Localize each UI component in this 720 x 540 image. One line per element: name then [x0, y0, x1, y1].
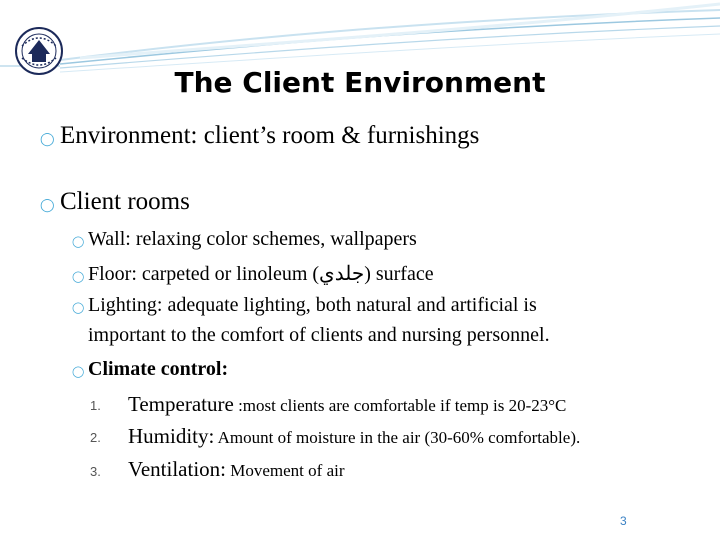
ring-bullet-icon: ◯ — [40, 132, 55, 147]
list-number-3: 3. — [90, 464, 101, 479]
ring-bullet-icon: ◯ — [72, 235, 85, 248]
list-number-1: 1. — [90, 398, 101, 413]
ring-bullet-icon: ◯ — [40, 198, 55, 213]
climate-item-humidity — [128, 424, 580, 449]
list-number-2: 2. — [90, 430, 101, 445]
climate-item-desc: Amount of moisture in the air (30-60% comfortable). — [214, 428, 581, 447]
slide-title — [0, 66, 720, 99]
bullet-lighting-text: Lighting: adequate lighting, both natural and artificial is — [88, 294, 537, 316]
climate-item-term: Ventilation: — [128, 457, 226, 481]
ring-bullet-icon: ◯ — [72, 301, 85, 314]
climate-item-desc: :most clients are comfortable if temp is 20-23°C — [233, 396, 567, 415]
bullet-floor-text: Floor: carpeted or linoleum (جلدي) surface — [88, 263, 434, 285]
bullet-client-rooms-text: Client rooms — [60, 188, 190, 215]
bullet-climate-control-text: Climate control: — [88, 358, 229, 380]
climate-item-temperature — [128, 392, 566, 417]
bullet-wall-text: Wall: relaxing color schemes, wallpapers — [88, 228, 417, 250]
bullet-floor — [72, 261, 434, 286]
page-number: 3 — [620, 514, 627, 528]
bullet-environment-text: Environment: client’s room & furnishings — [60, 122, 480, 149]
bullet-client-rooms — [40, 188, 190, 216]
bullet-environment — [40, 122, 479, 150]
bullet-lighting-continuation: important to the comfort of clients and nursing personnel. — [88, 324, 550, 346]
bullet-wall — [72, 228, 417, 251]
climate-item-ventilation — [128, 457, 345, 482]
climate-item-term: Temperature — [128, 392, 234, 416]
ring-bullet-icon: ◯ — [72, 270, 85, 283]
ring-bullet-icon: ◯ — [72, 365, 85, 378]
climate-item-term: Humidity: — [128, 424, 215, 448]
bullet-climate-control — [72, 358, 228, 381]
slide-title-text: The Client Environment — [174, 66, 546, 99]
bullet-lighting — [72, 294, 537, 317]
climate-item-desc: Movement of air — [226, 461, 345, 480]
